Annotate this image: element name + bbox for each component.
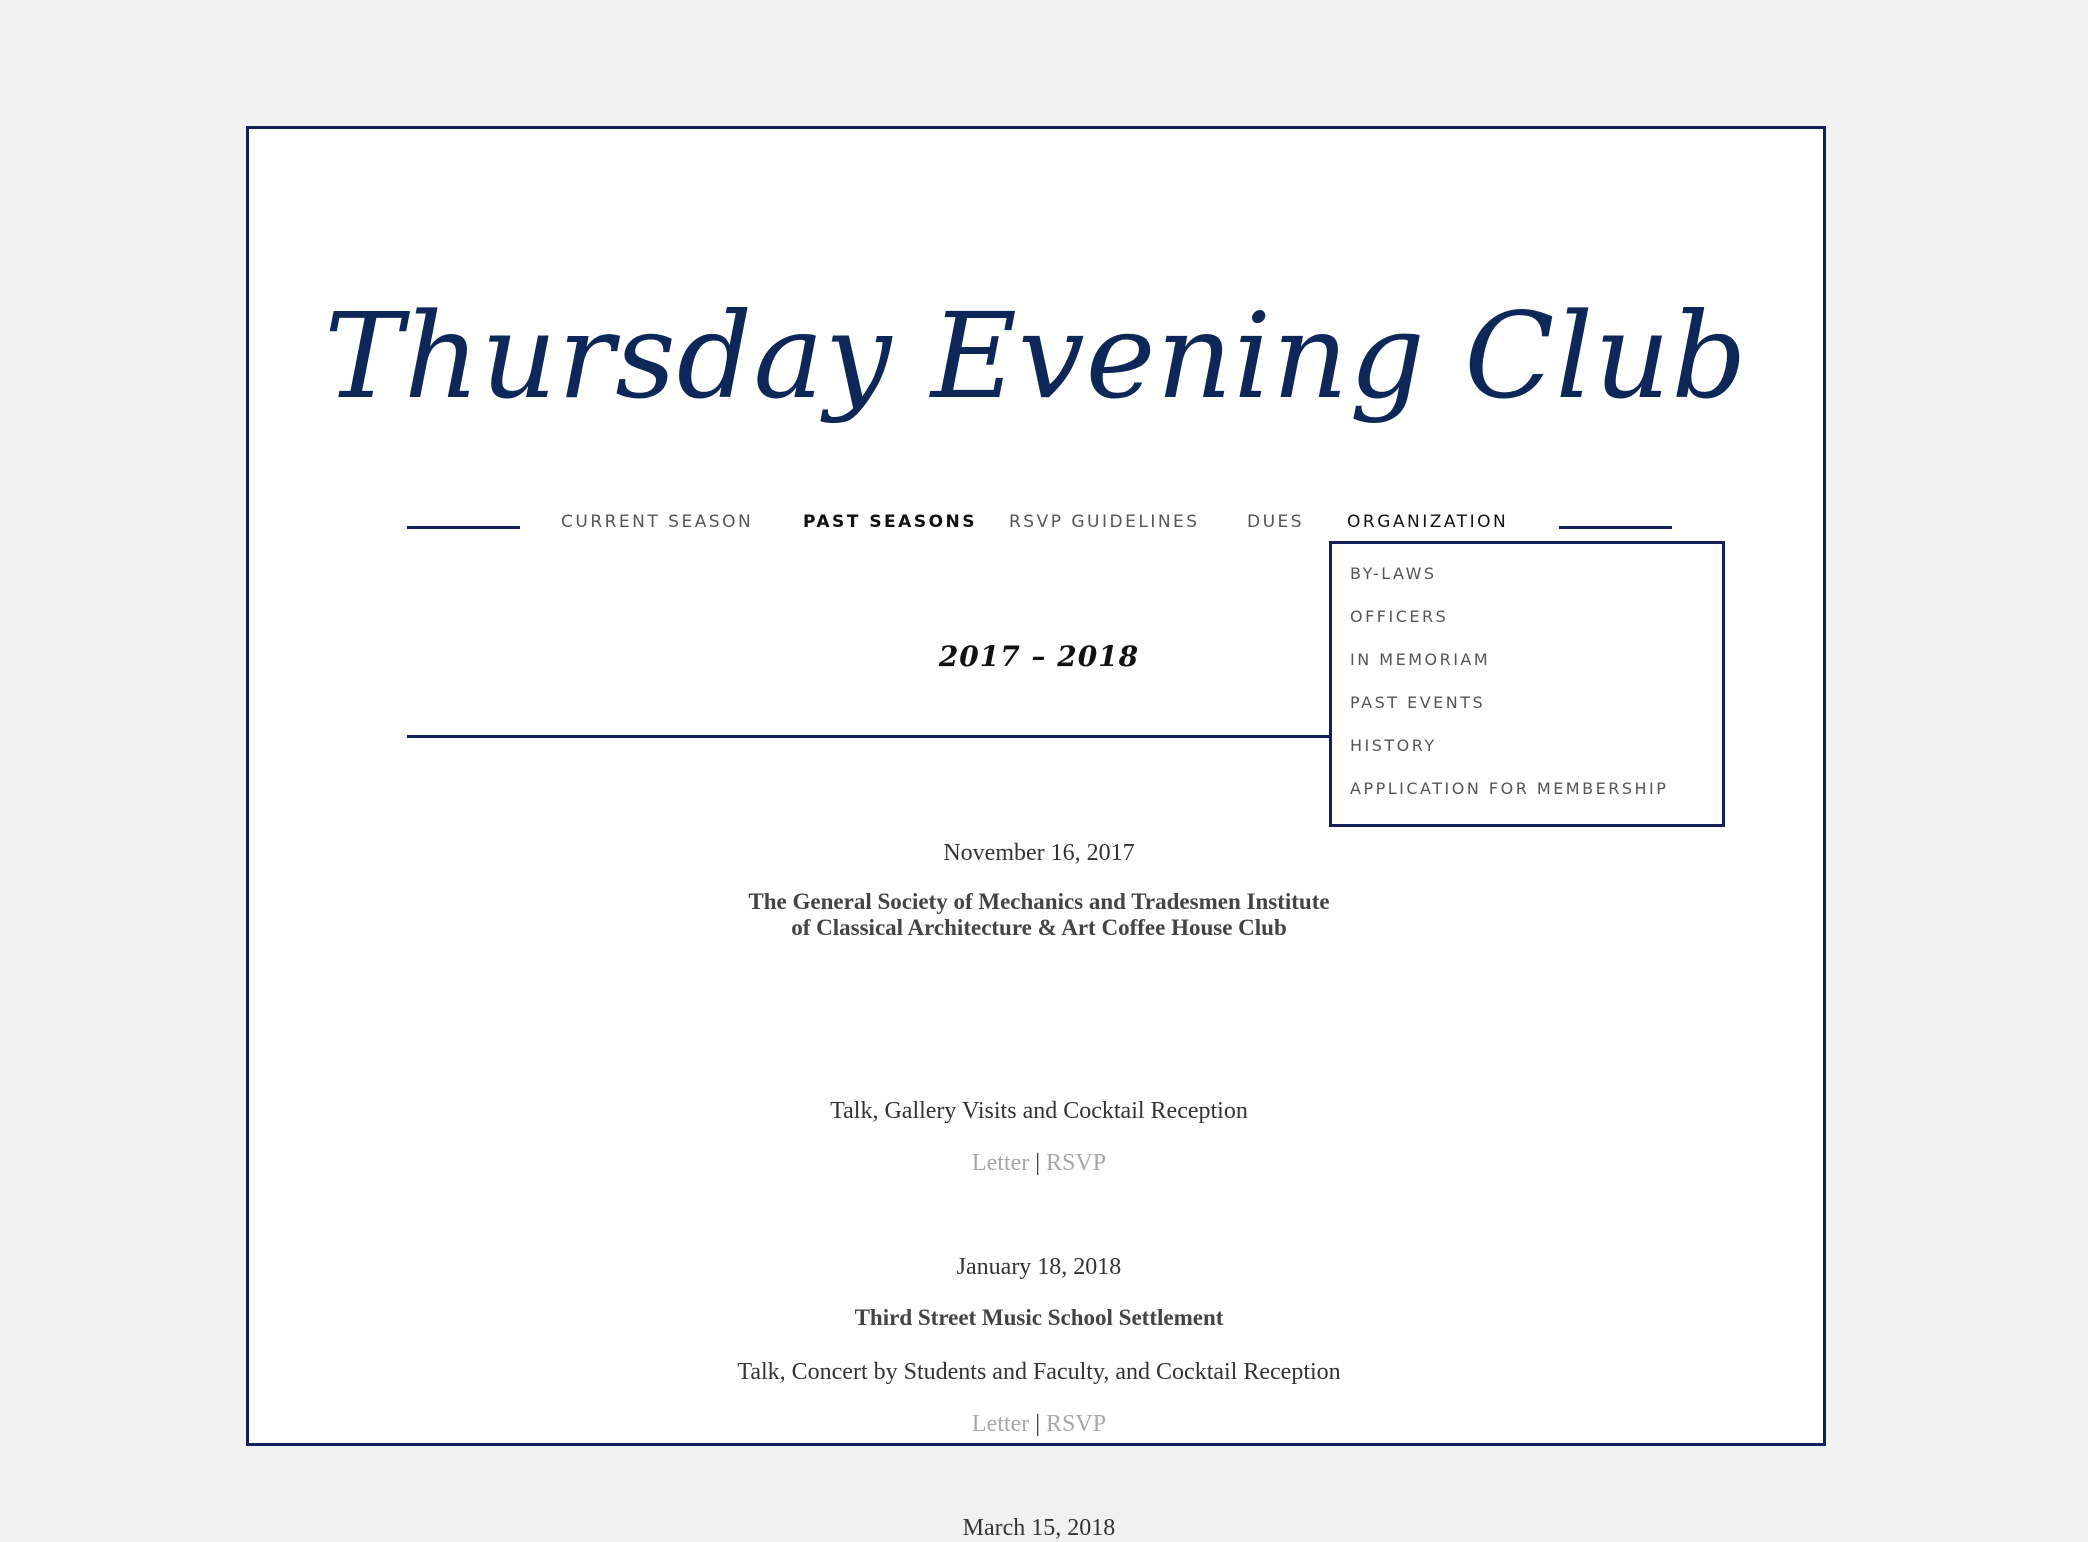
nav-rule-left	[407, 526, 520, 529]
link-separator: |	[1035, 1150, 1041, 1176]
link-separator: |	[1035, 1411, 1041, 1437]
event-description: Talk, Gallery Visits and Cocktail Reception	[830, 1098, 1248, 1124]
event-links	[439, 1410, 1639, 1438]
event-date: November 16, 2017	[943, 840, 1135, 866]
dropdown-item-past-events[interactable]: PAST EVENTS	[1350, 693, 1486, 712]
event-date: March 15, 2018	[962, 1515, 1116, 1541]
letter-link[interactable]: Letter	[971, 1411, 1030, 1437]
dropdown-item-history[interactable]: HISTORY	[1350, 736, 1437, 755]
event-item	[439, 1253, 1639, 1281]
dropdown-item-officers[interactable]: OFFICERS	[1350, 607, 1449, 626]
event-title-line: Third Street Music School Settlement	[854, 1305, 1224, 1330]
dropdown-item-in-memoriam[interactable]: IN MEMORIAM	[1350, 650, 1491, 669]
event-date: January 18, 2018	[956, 1254, 1122, 1280]
event-item	[439, 1514, 1639, 1542]
nav-item-rsvp-guidelines[interactable]: RSVP GUIDELINES	[1009, 512, 1200, 532]
event-title	[439, 889, 1639, 941]
rsvp-link[interactable]: RSVP	[1046, 1150, 1107, 1176]
site-title[interactable]: Thursday Evening Club	[324, 287, 1748, 425]
event-title-line: of Classical Architecture & Art Coffee House Club	[791, 915, 1287, 940]
nav-item-organization[interactable]: ORGANIZATION	[1347, 512, 1509, 532]
nav-item-past-seasons[interactable]: PAST SEASONS	[803, 512, 977, 532]
dropdown-item-application-for-membership[interactable]: APPLICATION FOR MEMBERSHIP	[1350, 779, 1669, 798]
dropdown-item-by-laws[interactable]: BY-LAWS	[1350, 564, 1437, 583]
organization-dropdown	[1329, 541, 1725, 827]
event-title-line: The General Society of Mechanics and Tradesmen Institute	[748, 889, 1330, 914]
event-item	[439, 839, 1639, 867]
event-links	[439, 1149, 1639, 1177]
rsvp-link[interactable]: RSVP	[1046, 1411, 1107, 1437]
event-title	[439, 1305, 1639, 1331]
nav-item-dues[interactable]: DUES	[1247, 512, 1305, 532]
nav-rule-right	[1559, 526, 1672, 529]
season-heading: 2017 – 2018	[938, 640, 1140, 673]
letter-link[interactable]: Letter	[971, 1150, 1030, 1176]
page-frame	[246, 126, 1826, 1541]
event-description: Talk, Concert by Students and Faculty, and Cocktail Reception	[737, 1359, 1341, 1385]
nav-item-current-season[interactable]: CURRENT SEASON	[561, 512, 754, 532]
